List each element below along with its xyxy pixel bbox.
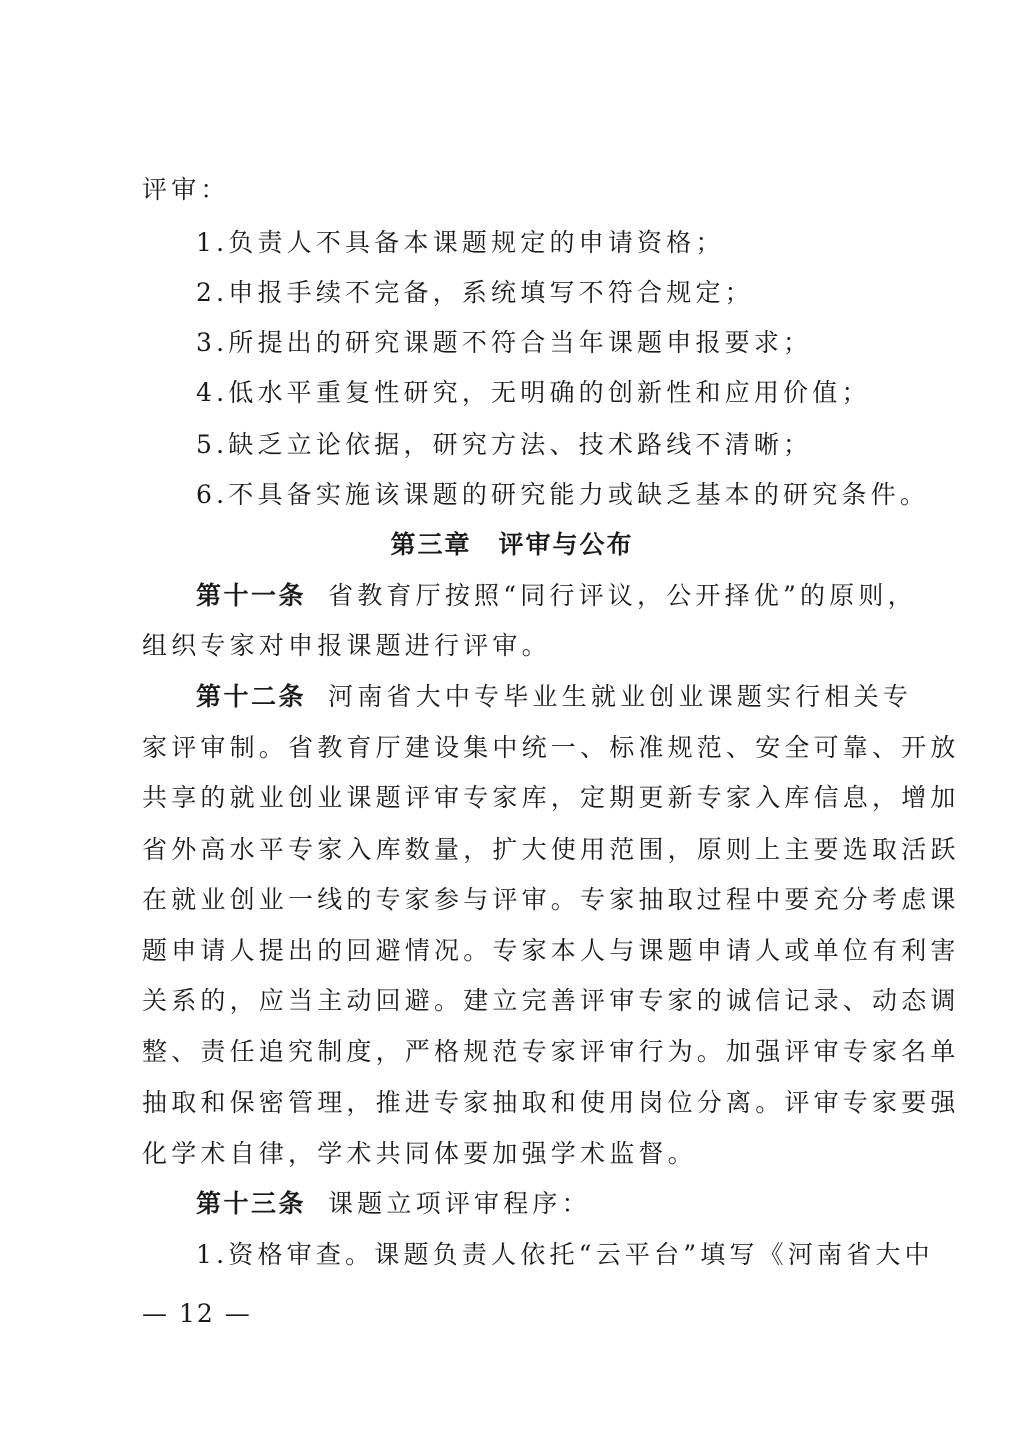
list-item: 2.申报手续不完备，系统填写不符合规定； — [196, 278, 754, 307]
text-line: 评审： — [142, 175, 230, 204]
list-item: 1.资格审查。课题负责人依托“云平台”填写《河南省大中 — [196, 1240, 934, 1269]
chapter-heading: 第三章 评审与公布 — [390, 530, 634, 559]
article-11-label: 第十一条 — [196, 581, 307, 610]
article-12-label: 第十二条 — [196, 682, 307, 711]
article-12-first-line — [196, 677, 913, 717]
text-line: 在就业创业一线的专家参与评审。专家抽取过程中要充分考虑课 — [142, 885, 960, 914]
article-12-text: 河南省大中专毕业生就业创业课题实行相关专 — [328, 682, 913, 711]
article-11-first-line — [196, 576, 917, 616]
text-line: 家评审制。省教育厅建设集中统一、标准规范、安全可靠、开放 — [142, 733, 960, 762]
text-line: 关系的，应当主动回避。建立完善评审专家的诚信记录、动态调 — [142, 986, 960, 1015]
text-line: 组织专家对申报课题进行评审。 — [142, 631, 551, 660]
text-line: 化学术自律，学术共同体要加强学术监督。 — [142, 1139, 697, 1168]
list-item: 6.不具备实施该课题的研究能力或缺乏基本的研究条件。 — [196, 480, 930, 509]
list-item: 3.所提出的研究课题不符合当年课题申报要求； — [196, 328, 813, 357]
text-line: 共享的就业创业课题评审专家库，定期更新专家入库信息，增加 — [142, 783, 960, 812]
page-number: — 12 — — [142, 1299, 252, 1328]
article-13-label: 第十三条 — [196, 1189, 307, 1218]
list-item: 1.负责人不具备本课题规定的申请资格； — [196, 228, 725, 257]
article-11-text: 省教育厅按照“同行评议，公开择优”的原则， — [328, 581, 917, 610]
text-line: 整、责任追究制度，严格规范专家评审行为。加强评审专家名单 — [142, 1037, 960, 1066]
text-line: 省外高水平专家入库数量，扩大使用范围，原则上主要选取活跃 — [142, 835, 960, 864]
text-line: 抽取和保密管理，推进专家抽取和使用岗位分离。评审专家要强 — [142, 1088, 960, 1117]
text-line: 题申请人提出的回避情况。专家本人与课题申请人或单位有利害 — [142, 936, 960, 965]
list-item: 4.低水平重复性研究，无明确的创新性和应用价值； — [196, 378, 871, 407]
list-item: 5.缺乏立论依据，研究方法、技术路线不清晰； — [196, 430, 813, 459]
article-13-first-line — [196, 1184, 896, 1224]
article-13-text: 课题立项评审程序： — [328, 1189, 591, 1218]
